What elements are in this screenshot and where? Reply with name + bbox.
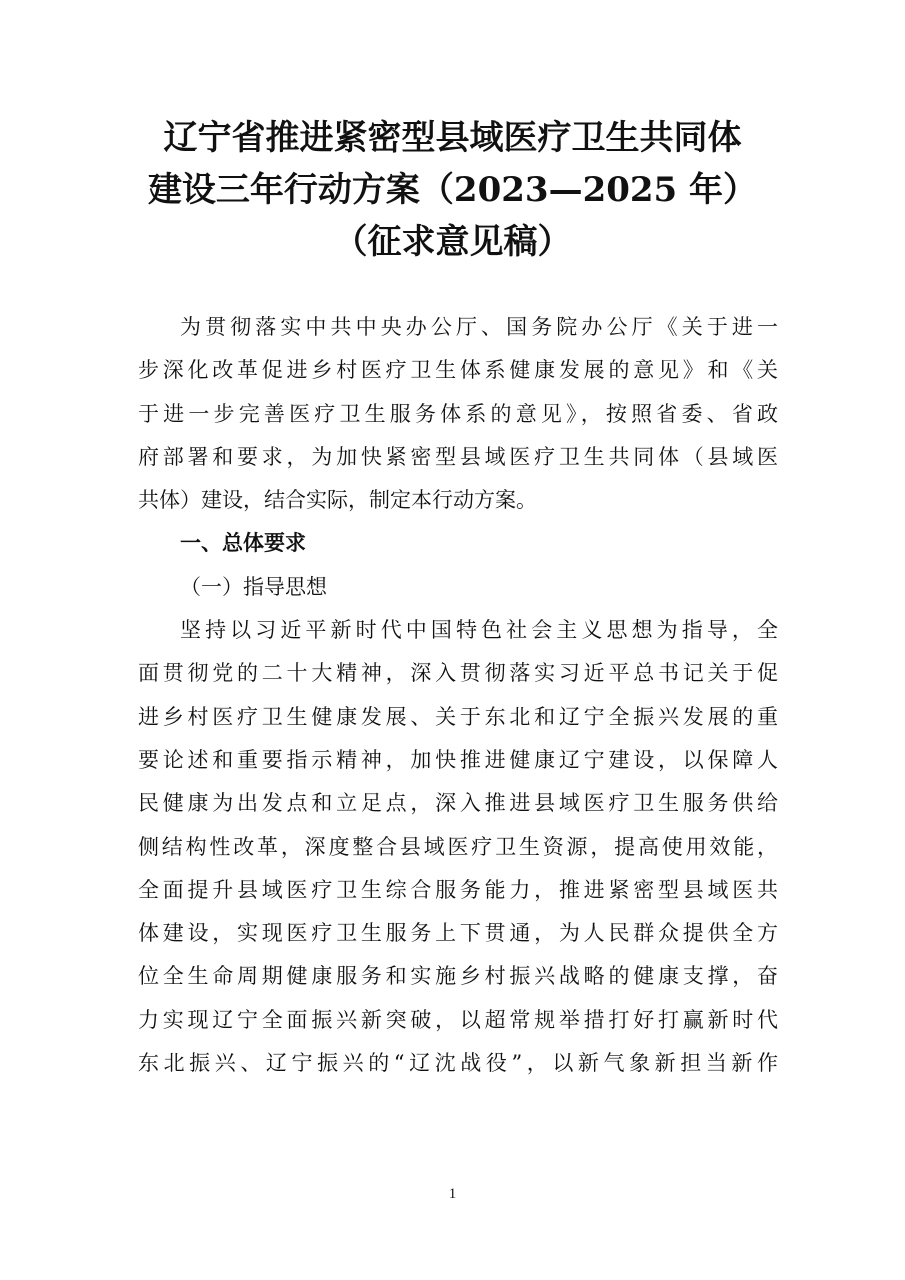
title-line-1: 辽宁省推进紧密型县域医疗卫生共同体 [163, 118, 742, 158]
intro-line: 步深化改革促进乡村医疗卫生体系健康发展的意见》和《关 [138, 358, 778, 383]
guiding-line: 位全生命周期健康服务和实施乡村振兴战略的健康支撑，奋 [138, 964, 778, 989]
subsection-heading: （一）指导思想 [180, 574, 327, 599]
guiding-line: 坚持以习近平新时代中国特色社会主义思想为指导，全 [180, 618, 778, 643]
guiding-line: 力实现辽宁全面振兴新突破，以超常规举措打好打赢新时代 [138, 1007, 778, 1032]
guiding-line: 面贯彻党的二十大精神，深入贯彻落实习近平总书记关于促 [138, 661, 778, 686]
guiding-line: 进乡村医疗卫生健康发展、关于东北和辽宁全振兴发展的重 [138, 704, 778, 729]
page-number: 1 [448, 1186, 457, 1202]
title-line-2: 建设三年行动方案（2023—2025 年） [147, 170, 758, 210]
intro-paragraph [138, 306, 778, 522]
guiding-line: 全面提升县域医疗卫生综合服务能力，推进紧密型县域医共 [138, 877, 778, 902]
section-heading: 一、总体要求 [180, 531, 306, 556]
intro-line: 于进一步完善医疗卫生服务体系的意见》，按照省委、省政 [138, 401, 778, 426]
guiding-line: 侧结构性改革，深度整合县域医疗卫生资源，提高使用效能， [138, 834, 778, 859]
guiding-line: 东北振兴、辽宁振兴的“辽沈战役”，以新气象新担当新作 [138, 1051, 778, 1076]
document-title [0, 112, 905, 268]
intro-line: 府部署和要求，为加快紧密型县域医疗卫生共同体（县域医 [138, 444, 778, 469]
guiding-line: 民健康为出发点和立足点，深入推进县域医疗卫生服务供给 [138, 791, 778, 816]
intro-line: 共体）建设，结合实际，制定本行动方案。 [138, 488, 537, 513]
guiding-line: 体建设，实现医疗卫生服务上下贯通，为人民群众提供全方 [138, 921, 778, 946]
guiding-paragraph [138, 609, 778, 1085]
guiding-line: 要论述和重要指示精神，加快推进健康辽宁建设，以保障人 [138, 747, 778, 772]
intro-line: 为贯彻落实中共中央办公厅、国务院办公厅《关于进一 [180, 315, 778, 339]
title-line-3: （征求意见稿） [333, 222, 572, 262]
document-body [138, 306, 778, 1085]
